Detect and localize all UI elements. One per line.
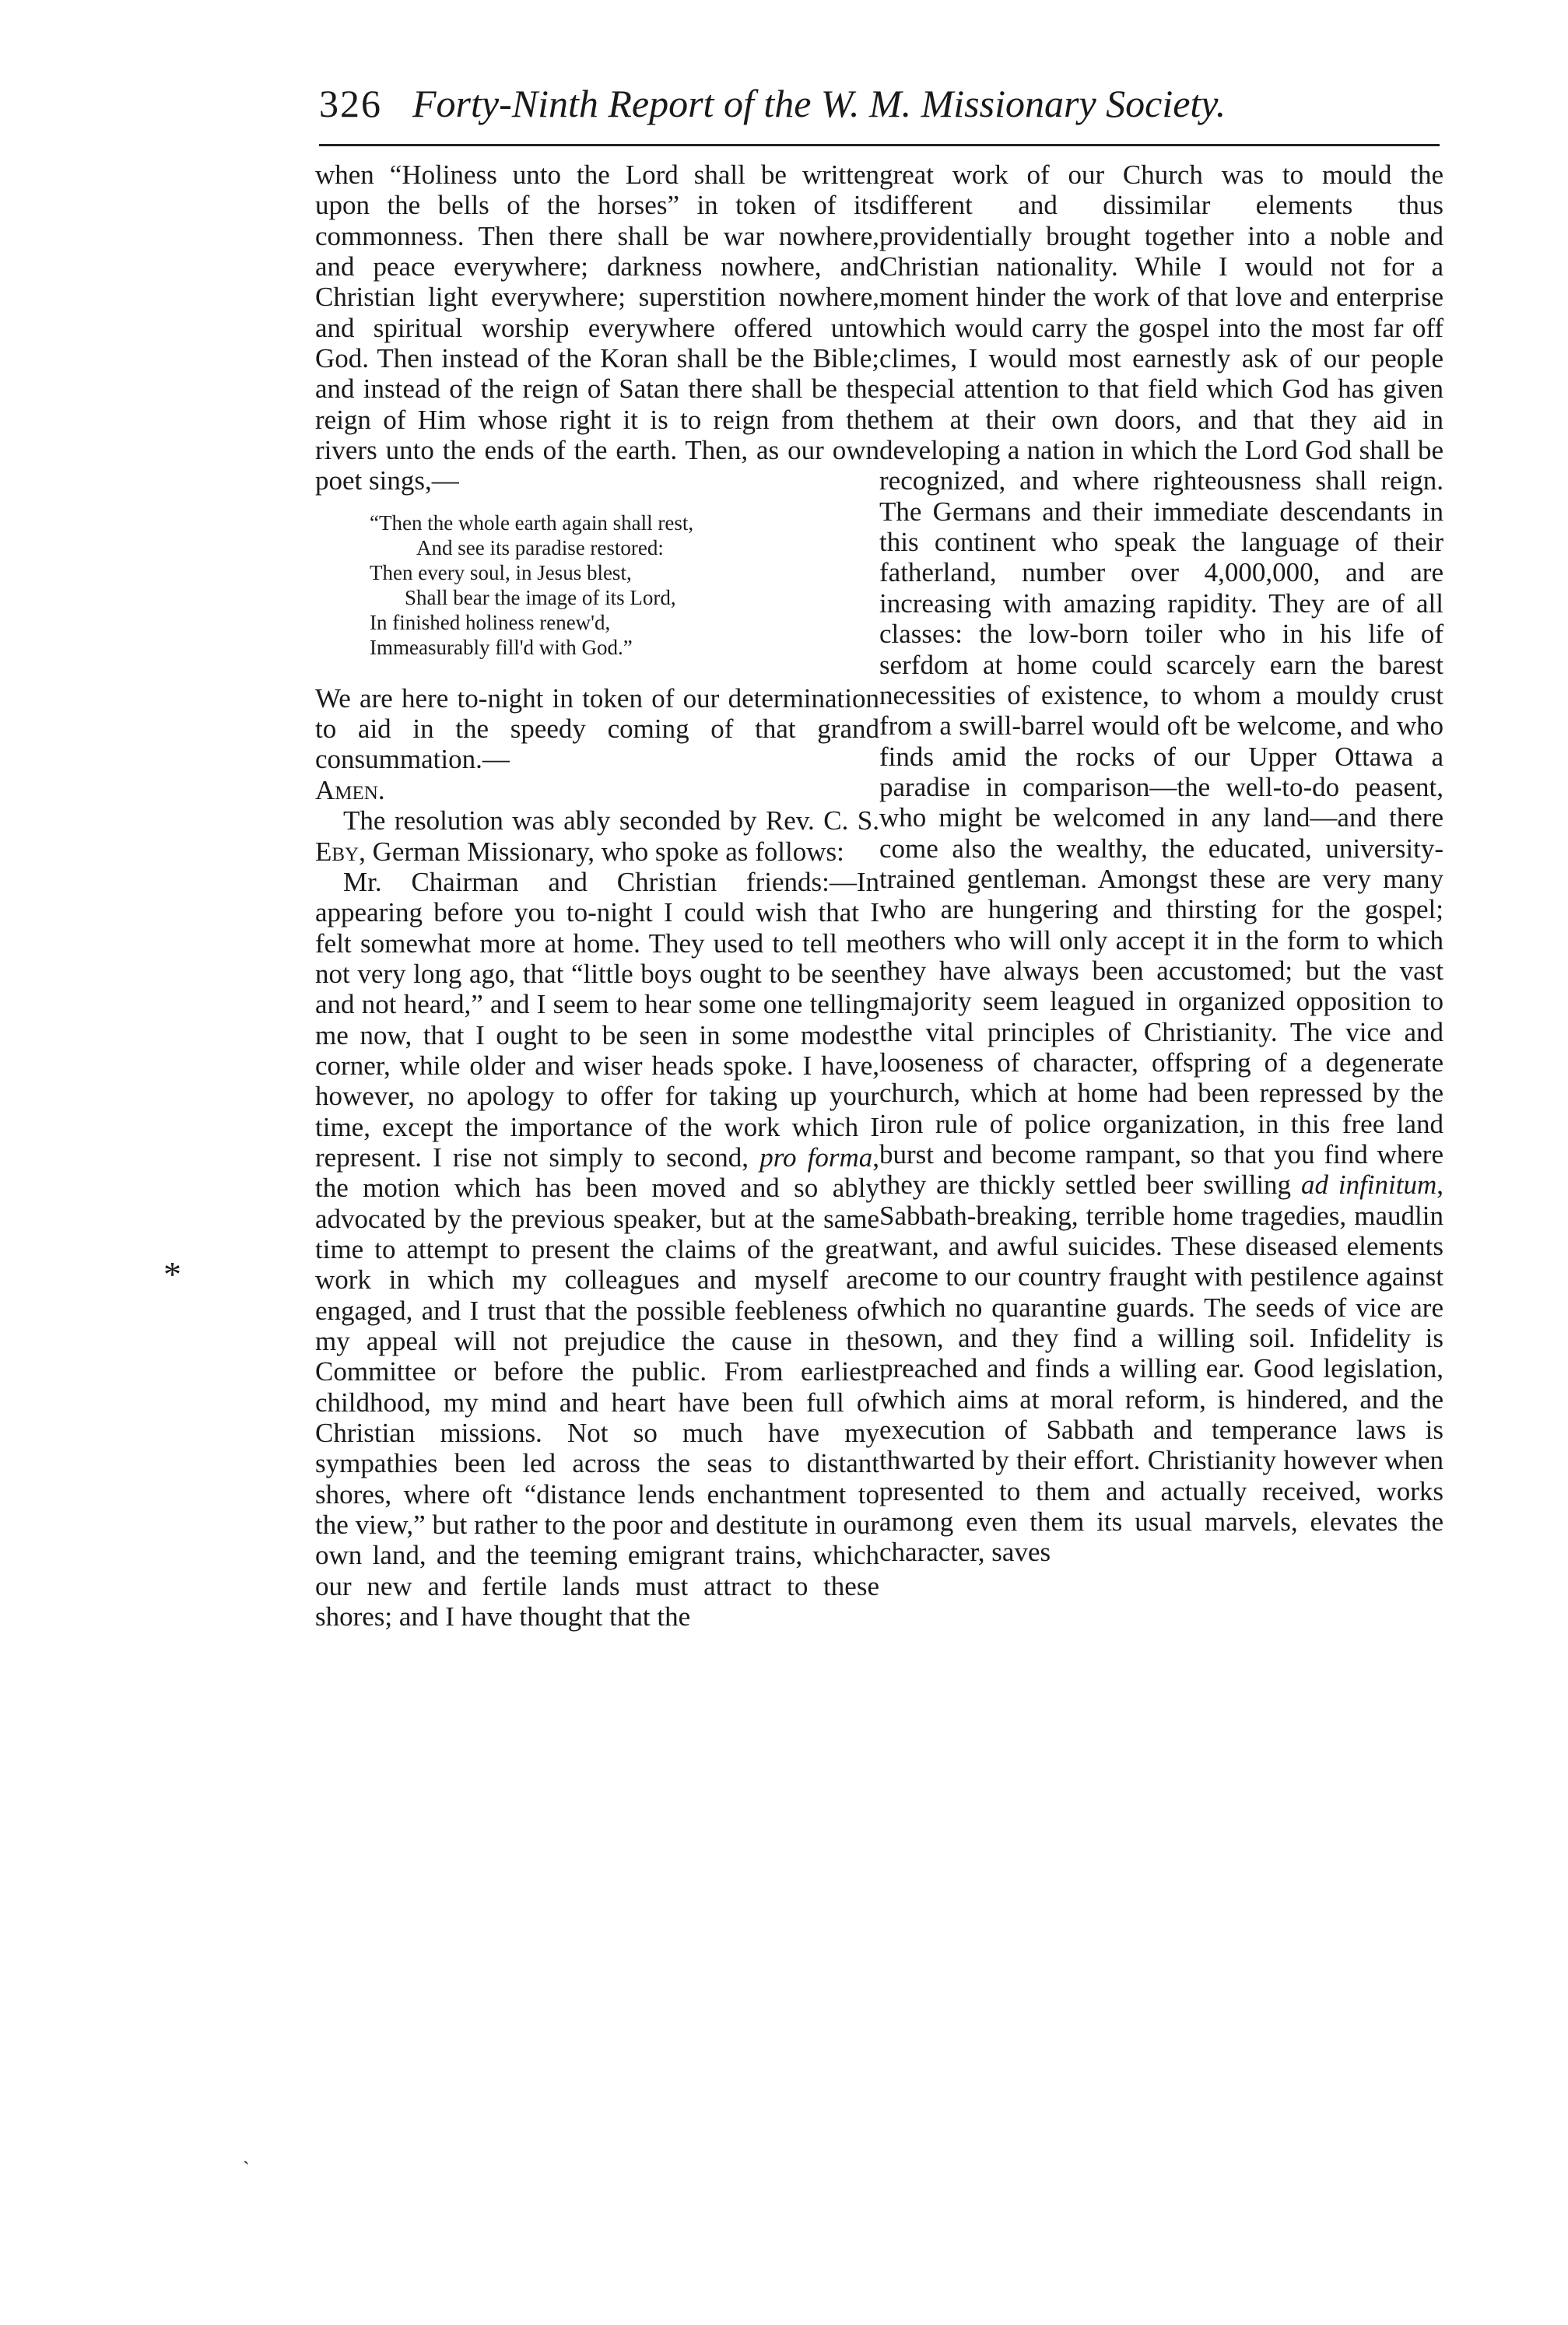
- poem-line: Then every soul, in Jesus blest,: [370, 560, 632, 584]
- speech-italic-pro-forma: pro forma: [759, 1141, 873, 1173]
- consummation-text: We are here to-night in token of our determination to aid in the speedy coming of that grand consummation.—: [315, 682, 879, 775]
- left-column: [315, 160, 879, 1632]
- poem-line: And see its paradise restored:: [416, 535, 664, 559]
- amen-text: Amen.: [315, 774, 385, 805]
- running-title: Forty-Ninth Report of the W. M. Missionary Society.: [412, 82, 1226, 125]
- paragraph-seconded: [315, 805, 879, 867]
- speech-text-continued: , the motion which has been moved and so ably advocated by the previous speaker, but at the same time to attempt to present the claims of the great work in which my colleagues and myself are engaged, and I trust that the possible feebleness of my appeal will not prejudice the cause in the Committee or before the public. From earliest childhood, my mind and heart have been full of Christian missions. Not so much have my sympathies been led across the seas to distant shores, where oft “distance lends enchantment to the view,” but rather to the poor and destitute in our own land, and the teeming emigrant trains, which our new and fertile lands must attract to these shores; and I have thought that the: [315, 1141, 879, 1632]
- poem-line: Shall bear the image of its Lord,: [405, 585, 676, 609]
- right-column: [879, 160, 1443, 1568]
- page-number: 326: [319, 82, 382, 125]
- seconded-text-pre: The resolution was ably seconded by Rev. C. S.: [343, 805, 879, 836]
- poem-quote: [315, 510, 879, 660]
- paragraph-consummation: [315, 683, 879, 805]
- seconded-text-post: , German Missionary, who spoke as follows:: [359, 836, 844, 867]
- great-work-italic-ad-infinitum: ad infinitum: [1300, 1170, 1437, 1201]
- speech-text: Mr. Chairman and Christian friends:—In appearing before you to-night I could wish that I felt somewhat more at home. They used to tell me not very long ago, that “little boys ought to be seen and not heard,” and I seem to hear some one telling me now, that I ought to be seen in some modest corner, while older and wiser heads spoke. I have, however, no apology to offer for taking up your time, except the importance of the work which I represent. I rise not simply to second,: [315, 866, 879, 1173]
- poem-line: Immeasurably fill'd with God.”: [370, 635, 633, 659]
- header-rule: [319, 144, 1440, 146]
- poem-line: “Then the whole earth again shall rest,: [370, 510, 694, 535]
- running-header: [319, 68, 1432, 139]
- speaker-name: Eby: [315, 836, 360, 867]
- paragraph-speech: [315, 867, 879, 1632]
- paragraph-holiness: when “Holiness unto the Lord shall be written upon the bells of the horses” in token of its commonness. Then there shall be war nowhere, and peace everywhere; darkness nowhere, and Christian light everywhere; superstition nowhere, and spiritual worship everywhere offered unto God. Then instead of the Koran shall be the Bible; and instead of the reign of Satan there shall be the reign of Him whose right it is to reign from the rivers unto the ends of the earth. Then, as our own poet sings,—: [315, 160, 879, 496]
- margin-star-mark: *: [163, 1254, 181, 1294]
- paragraph-great-work: [879, 160, 1443, 1568]
- poem-line: In finished holiness renew'd,: [370, 610, 611, 634]
- great-work-text: great work of our Church was to mould the different and dissimilar elements thus providentially brought together into a noble and Christian nationality. While I would not for a moment hinder the work of that love and enterprise which would carry the gospel into the most far off climes, I would most earnestly ask of our people special attention to that field which God has given them at their own doors, and that they aid in developing a nation in which the Lord God shall be recognized, and where righteousness shall reign. The Germans and their immediate descendants in this continent who speak the language of their fatherland, number over 4,000,000, and are increasing with amazing rapidity. They are of all classes: the low-born toiler who in his life of serfdom at home could scarcely earn the barest necessities of existence, to whom a mouldy crust from a swill-barrel would oft be welcome, and who finds amid the rocks of our Upper Ottawa a paradise in comparison—the well-to-do peasent, who might be welcomed in any land—and there come also the wealthy, the educated, university-trained gentleman. Amongst these are very many who are hungering and thirsting for the gospel; others who will only accept it in the form to which they have always been accustomed; but the vast majority seem leagued in organized opposition to the vital principles of Christianity. The vice and looseness of character, offspring of a degenerate church, which at home had been repressed by the iron rule of police organization, in this free land burst and become rampant, so that you find where they are thickly settled beer swilling: [879, 160, 1443, 1201]
- margin-tick-mark: ˎ: [243, 2142, 250, 2165]
- great-work-text-continued: , Sabbath-breaking, terrible home tragedies, maudlin want, and awful suicides. These diseased elements come to our country fraught with pestilence against which no quarantine guards. The seeds of vice are sown, and they find a willing soil. Infidelity is preached and finds a willing ear. Good legislation, which aims at moral reform, is hindered, and the execution of Sabbath and temperance laws is thwarted by their effort. Christianity however when presented to them and actually received, works among even them its usual marvels, elevates the character, saves: [879, 1170, 1443, 1568]
